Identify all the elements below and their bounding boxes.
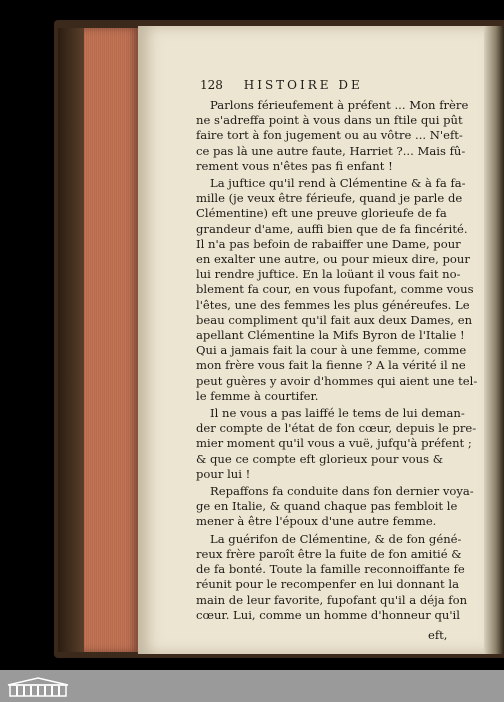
text-line: mille (je veux être férieufe, quand je parle de xyxy=(196,191,463,206)
text-line: peut guères y avoir d'hommes qui aient une tel- xyxy=(196,373,478,388)
text-line: mier moment qu'il vous a vuë, jufqu'à préfent ; xyxy=(196,436,472,451)
text-line: La juftice qu'il rend à Clémentine & à fa fa- xyxy=(210,176,466,191)
text-line: La guérifon de Clémentine, & de fon géné- xyxy=(210,531,462,546)
text-line: ge en Italie, & quand chaque pas fembloit le xyxy=(196,499,458,514)
text-line: der compte de l'état de fon cœur, depuis le pre- xyxy=(196,421,477,436)
text-line: mon frère vous fait la fienne ? A la vérité il ne xyxy=(196,358,466,373)
text-line: & que ce compte eft glorieux pour vous & xyxy=(196,451,444,466)
text-line: en exalter une autre, ou pour mieux dire, pour xyxy=(196,252,470,267)
text-line: Il ne vous a pas laiffé le tems de lui deman- xyxy=(210,406,465,421)
text-line: faire tort à fon jugement ou au vôtre ... N'eft- xyxy=(196,128,463,143)
text-line: ne s'adreffa point à vous dans un ftile qui pût xyxy=(196,113,463,128)
viewer-footer-bar xyxy=(0,670,504,702)
text-line: beau compliment qu'il fait aux deux Dames, en xyxy=(196,312,473,327)
text-line: Parlons férieufement à préfent ... Mon frère xyxy=(210,98,469,112)
text-line: lui rendre juftice. En la loüant il vous fait no- xyxy=(196,267,461,282)
text-line: ce pas là une autre faute, Harriet ?... Mais fû- xyxy=(196,143,466,158)
library-building-icon xyxy=(6,676,70,698)
text-line: l'êtes, une des femmes les plus généreufes. Le xyxy=(196,297,470,312)
text-line: blement fa cour, en vous fupofant, comme vous xyxy=(196,282,474,297)
page-header xyxy=(200,78,440,94)
text-line: mener à être l'époux d'une autre femme. xyxy=(196,514,437,529)
text-line: de fa bonté. Toute la famille reconnoiffante fe xyxy=(196,562,465,577)
text-line: Il n'a pas befoin de rabaiffer une Dame, pour xyxy=(196,236,461,251)
text-line: cœur. Lui, comme un homme d'honneur qu'il xyxy=(196,607,460,622)
text-line: réunit pour le recompenfer en lui donnant la xyxy=(196,577,459,592)
page-edges xyxy=(84,28,140,652)
text-line: apellant Clémentine la Mifs Byron de l'Italie ! xyxy=(196,328,465,343)
page-number: 128 xyxy=(200,78,223,92)
text-line: reux frère paroît être la fuite de fon amitié & xyxy=(196,546,462,561)
text-line: rement vous n'êtes pas fi enfant ! xyxy=(196,158,393,173)
text-line: le femme à courtifer. xyxy=(196,388,319,403)
page-text xyxy=(196,98,478,623)
text-line: Qui a jamais fait la cour à une femme, comme xyxy=(196,343,467,358)
running-title: HISTOIRE DE xyxy=(243,78,363,92)
page-right-edge xyxy=(484,26,504,654)
text-line: Repaffons fa conduite dans fon dernier voya- xyxy=(210,484,474,499)
text-line: main de leur favorite, fupofant qu'il a déja fon xyxy=(196,592,468,607)
text-line: pour lui ! xyxy=(196,466,251,481)
text-line: grandeur d'ame, auffi bien que de fa fincérité. xyxy=(196,221,468,236)
book-spine xyxy=(58,28,84,652)
catchword: eft, xyxy=(428,628,448,642)
text-line: Clémentine) eft une preuve glorieufe de fa xyxy=(196,206,447,221)
